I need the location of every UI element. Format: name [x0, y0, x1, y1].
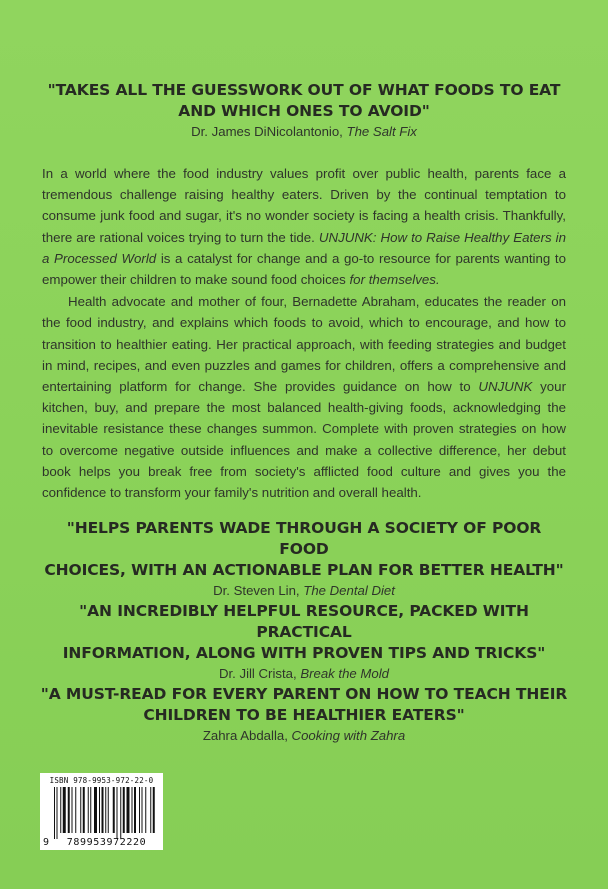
barcode-bar: [152, 787, 154, 833]
barcode-bar: [105, 787, 106, 833]
barcode-bar: [131, 787, 132, 833]
quote-attribution: [40, 665, 568, 682]
barcode-bar: [101, 787, 103, 833]
barcode-bar: [145, 787, 146, 833]
endorsement-quote-3: [40, 601, 568, 682]
quote-attribution: [40, 727, 568, 744]
quote-text: "AN INCREDIBLY HELPFUL RESOURCE, PACKED WITH PRACTICAL INFORMATION, ALONG WITH PROVEN TIPS AND TRICKS": [62, 602, 546, 662]
endorsement-quote-2: [40, 518, 568, 599]
barcode-bar: [139, 787, 140, 833]
endorsement-quote-4: [40, 684, 568, 744]
quote-source: Break the Mold: [300, 666, 390, 681]
quote-text: "TAKES ALL THE GUESSWORK OUT OF WHAT FOODS TO EAT AND WHICH ONES TO AVOID": [47, 81, 561, 120]
quote-author: Dr. Jill Crista,: [218, 666, 297, 681]
barcode-bar: [122, 787, 124, 833]
barcode-bar: [67, 787, 69, 833]
barcode-bar: [99, 787, 100, 833]
barcode-bar: [90, 787, 91, 833]
barcode-bar: [71, 787, 72, 833]
quote-attribution: [40, 123, 568, 140]
barcode-bar: [120, 787, 121, 839]
quote-author: Dr. James DiNicolantonio,: [191, 124, 343, 139]
quote-source: Cooking with Zahra: [291, 728, 406, 743]
book-title: UNJUNK: How to Raise Healthy Eaters in a Processed World: [42, 229, 566, 266]
isbn-label: ISBN 978-9953-972-22-0: [49, 776, 154, 785]
barcode-bar: [87, 787, 88, 833]
barcode-bar: [107, 787, 108, 833]
quote-source: The Salt Fix: [346, 124, 417, 139]
quote-text: "HELPS PARENTS WADE THROUGH A SOCIETY OF POOR FOOD CHOICES, WITH AN ACTIONABLE PLAN FOR BETTER HEALTH": [44, 519, 564, 579]
barcode-bar: [134, 787, 136, 833]
quote-author: Zahra Abdalla,: [202, 728, 288, 743]
barcode-bar: [60, 787, 61, 833]
barcode-bar: [94, 787, 97, 833]
barcode-bar: [56, 787, 57, 839]
barcode-bar: [54, 787, 55, 839]
barcode-bar: [82, 787, 84, 833]
barcode-bar: [141, 787, 142, 833]
barcode-first-digit: 9: [43, 837, 50, 848]
barcode-bar: [75, 787, 76, 833]
barcode-bar: [150, 787, 151, 833]
barcode-bar: [116, 787, 117, 839]
barcode-digits: [43, 837, 160, 848]
barcode-bar: [126, 787, 129, 833]
endorsement-quote-1: [40, 80, 568, 140]
barcode-bar: [112, 787, 114, 833]
quote-text: "A MUST-READ FOR EVERY PARENT ON HOW TO TEACH THEIR CHILDREN TO BE HEALTHIER EATERS": [40, 685, 568, 724]
quote-author: Dr. Steven Lin,: [213, 583, 300, 598]
barcode-bar: [80, 787, 81, 833]
quote-attribution: [40, 582, 568, 599]
barcode-bar: [62, 787, 65, 833]
quote-source: The Dental Diet: [303, 583, 395, 598]
description-paragraph-1: In a world where the food industry values profit over public health, parents face a tremendous challenge raising healthy eaters. Driven by the continual temptation to consume junk food and sugar, it's no wonder society is facing a health crisis. Thankfully, there are rational voices trying to turn the tide. UNJUNK: How to Raise Healthy Eaters in a Processed World is a catalyst for change and a go-to resource for parents wanting to empower their children to make sound food choices for themselves.: [42, 166, 566, 288]
isbn-barcode: [40, 773, 163, 850]
book-description: [42, 163, 566, 503]
barcode-bars: [46, 787, 158, 839]
barcode-digit-string: 789953972220: [66, 837, 147, 848]
description-paragraph-2: Health advocate and mother of four, Bernadette Abraham, educates the reader on the food industry, and explains which foods to avoid, which to encourage, and how to transition to healthier eating. Her practical approach, with feeding strategies and budget in mind, recipes, and even puzzles and games for children, offers a comprehensive and entertaining platform for change. She provides guidance on how to UNJUNK your kitchen, buy, and prepare the most balanced health-giving foods, acknowledging the inevitable resistance these changes summon. Complete with proven strategies on how to overcome negative outside influences and make a collective difference, her debut book helps you break free from society's afflicted food culture and gives you the confidence to transform your family's nutrition and overall health.: [42, 294, 566, 501]
